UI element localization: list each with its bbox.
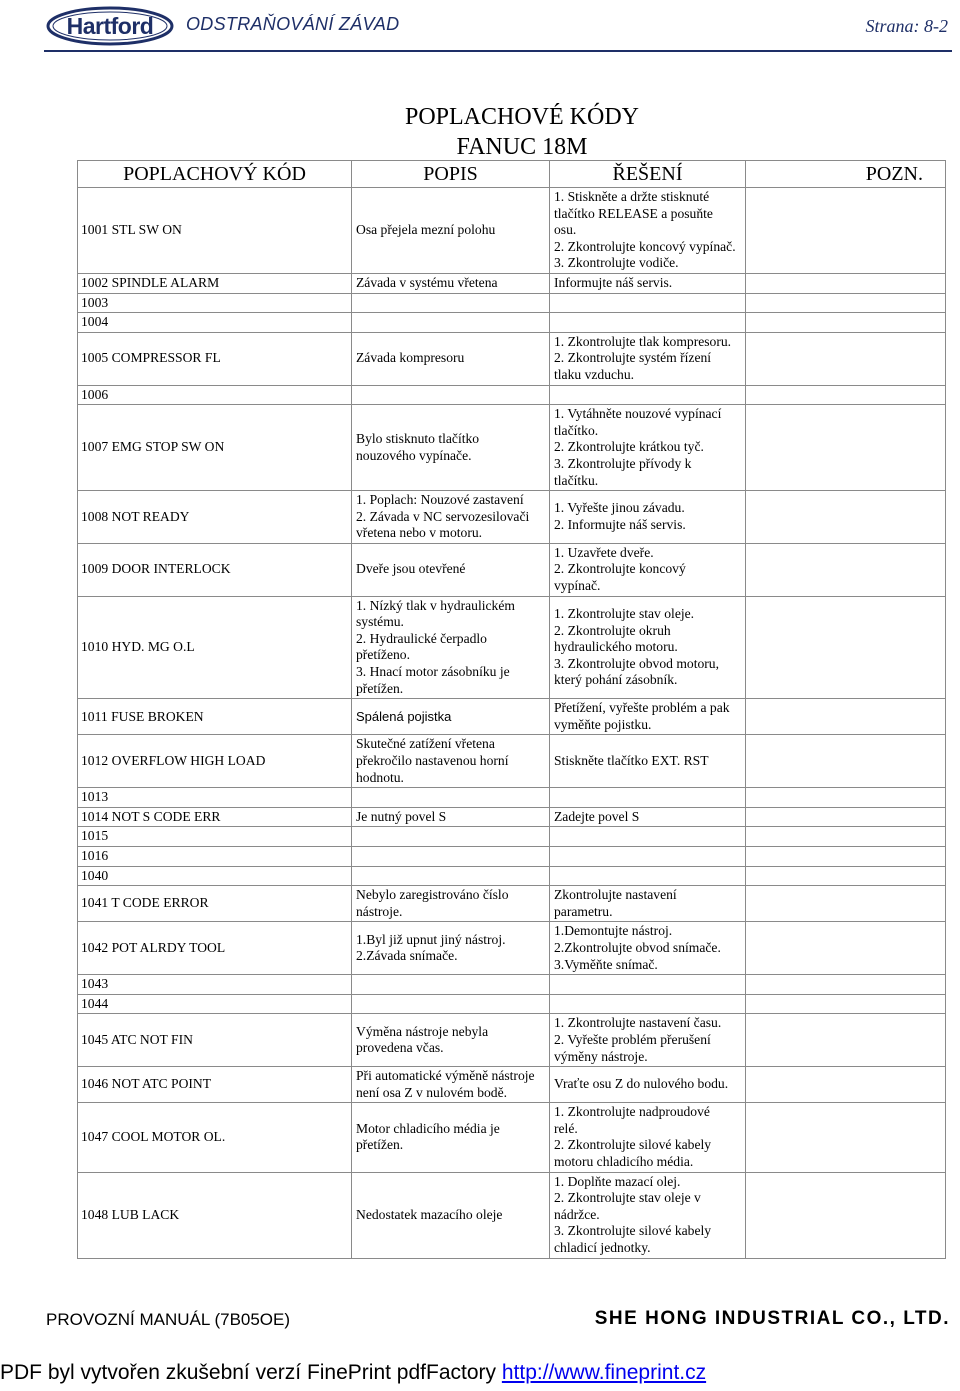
solution-cell: 1. Vyřešte jinou závadu. 2. Informujte náš servis. [550, 491, 746, 544]
note-cell [746, 1014, 946, 1067]
description-cell: Nebylo zaregistrováno číslo nástroje. [352, 886, 550, 922]
code-cell: 1007 EMG STOP SW ON [78, 405, 352, 491]
note-cell [746, 188, 946, 274]
solution-cell: 1.Demontujte nástroj. 2.Zkontrolujte obvod snímače. 3.Vyměňte snímač. [550, 922, 746, 975]
code-cell: 1010 HYD. MG O.L [78, 596, 352, 699]
description-cell [352, 293, 550, 313]
header-rule [44, 50, 952, 52]
page-subtitle: FANUC 18M [456, 134, 588, 160]
description-cell: Výměna nástroje nebyla provedena včas. [352, 1014, 550, 1067]
description-cell: 1. Poplach: Nouzové zastavení 2. Závada v NC servozesilovači vřetena nebo v motoru. [352, 491, 550, 544]
description-cell: Je nutný povel S [352, 807, 550, 827]
note-cell [746, 922, 946, 975]
table-row [78, 405, 946, 491]
table-row [78, 975, 946, 995]
solution-cell: Vraťte osu Z do nulového bodu. [550, 1067, 746, 1103]
table-row [78, 994, 946, 1014]
description-cell [352, 866, 550, 886]
note-cell [746, 807, 946, 827]
solution-cell: Stiskněte tlačítko EXT. RST [550, 735, 746, 788]
table-row [78, 385, 946, 405]
table-row [78, 788, 946, 808]
company-logo-text: SHE HONG INDUSTRIAL CO., LTD. [594, 1308, 950, 1329]
note-cell [746, 699, 946, 735]
note-cell [746, 1103, 946, 1172]
solution-cell [550, 994, 746, 1014]
alarm-code-table [77, 160, 946, 1259]
note-cell [746, 596, 946, 699]
note-cell [746, 866, 946, 886]
description-cell: Závada kompresoru [352, 332, 550, 385]
table-row [78, 827, 946, 847]
description-cell [352, 788, 550, 808]
solution-cell: 1. Vytáhněte nouzové vypínací tlačítko. 2. Zkontrolujte krátkou tyč. 3. Zkontrolujte přívody k tlačítku. [550, 405, 746, 491]
solution-cell [550, 846, 746, 866]
description-cell: Závada v systému vřetena [352, 273, 550, 293]
description-cell: Při automatické výměně nástroje není osa Z v nulovém bodě. [352, 1067, 550, 1103]
code-cell: 1006 [78, 385, 352, 405]
column-header-description: POPIS [352, 161, 550, 188]
solution-cell [550, 313, 746, 333]
pdf-creator-notice [0, 1361, 706, 1385]
code-cell: 1015 [78, 827, 352, 847]
description-cell: 1.Byl již upnut jiný nástroj. 2.Závada snímače. [352, 922, 550, 975]
column-header-code: POPLACHOVÝ KÓD [78, 161, 352, 188]
solution-cell: 1. Uzavřete dveře. 2. Zkontrolujte koncový vypínač. [550, 543, 746, 596]
table-header-row [78, 161, 946, 188]
code-cell: 1044 [78, 994, 352, 1014]
description-cell [352, 846, 550, 866]
code-cell: 1048 LUB LACK [78, 1172, 352, 1258]
table-row [78, 1103, 946, 1172]
table-row [78, 1014, 946, 1067]
code-cell: 1043 [78, 975, 352, 995]
description-cell [352, 313, 550, 333]
solution-cell [550, 827, 746, 847]
note-cell [746, 491, 946, 544]
code-cell: 1008 NOT READY [78, 491, 352, 544]
pdf-notice-text: PDF byl vytvořen zkušební verzí FinePrint pdfFactory [0, 1361, 502, 1384]
code-cell: 1011 FUSE BROKEN [78, 699, 352, 735]
table-row [78, 1172, 946, 1258]
code-cell: 1002 SPINDLE ALARM [78, 273, 352, 293]
description-cell [352, 827, 550, 847]
table-row [78, 886, 946, 922]
column-header-solution: ŘEŠENÍ [550, 161, 746, 188]
note-cell [746, 994, 946, 1014]
description-cell: 1. Nízký tlak v hydraulickém systému. 2. Hydraulické čerpadlo přetíženo. 3. Hnací motor zásobníku je přetížen. [352, 596, 550, 699]
description-cell [352, 385, 550, 405]
code-cell: 1005 COMPRESSOR FL [78, 332, 352, 385]
solution-cell [550, 866, 746, 886]
footer-manual-label: PROVOZNÍ MANUÁL (7B05OE) [46, 1310, 291, 1329]
table-row [78, 491, 946, 544]
table-row [78, 596, 946, 699]
hartford-logo [46, 6, 174, 46]
code-cell: 1042 POT ALRDY TOOL [78, 922, 352, 975]
page-header [0, 0, 960, 52]
code-cell: 1046 NOT ATC POINT [78, 1067, 352, 1103]
description-cell: Spálená pojistka [352, 699, 550, 735]
solution-cell [550, 385, 746, 405]
code-cell: 1041 T CODE ERROR [78, 886, 352, 922]
table-row [78, 922, 946, 975]
column-header-note: POZN. [746, 161, 946, 188]
note-cell [746, 543, 946, 596]
description-cell: Bylo stisknuto tlačítko nouzového vypínače. [352, 405, 550, 491]
table-row [78, 293, 946, 313]
note-cell [746, 975, 946, 995]
note-cell [746, 332, 946, 385]
solution-cell: Zadejte povel S [550, 807, 746, 827]
solution-cell: 1. Zkontrolujte nadproudové relé. 2. Zkontrolujte silové kabely motoru chladicího média. [550, 1103, 746, 1172]
table-row [78, 543, 946, 596]
description-cell: Osa přejela mezní polohu [352, 188, 550, 274]
solution-cell: Informujte náš servis. [550, 273, 746, 293]
description-cell: Motor chladicího média je přetížen. [352, 1103, 550, 1172]
note-cell [746, 846, 946, 866]
note-cell [746, 886, 946, 922]
logo-text: Hartford [66, 13, 154, 39]
note-cell [746, 405, 946, 491]
note-cell [746, 1172, 946, 1258]
description-cell: Dveře jsou otevřené [352, 543, 550, 596]
code-cell: 1013 [78, 788, 352, 808]
solution-cell: 1. Stiskněte a držte stisknuté tlačítko RELEASE a posuňte osu. 2. Zkontrolujte koncový vypínač. 3. Zkontrolujte vodiče. [550, 188, 746, 274]
description-cell [352, 975, 550, 995]
table-row [78, 188, 946, 274]
code-cell: 1014 NOT S CODE ERR [78, 807, 352, 827]
note-cell [746, 827, 946, 847]
note-cell [746, 273, 946, 293]
description-cell: Nedostatek mazacího oleje [352, 1172, 550, 1258]
table-row [78, 866, 946, 886]
code-cell: 1001 STL SW ON [78, 188, 352, 274]
note-cell [746, 313, 946, 333]
solution-cell [550, 788, 746, 808]
code-cell: 1009 DOOR INTERLOCK [78, 543, 352, 596]
table-row [78, 332, 946, 385]
table-row [78, 273, 946, 293]
code-cell: 1047 COOL MOTOR OL. [78, 1103, 352, 1172]
page-title: POPLACHOVÉ KÓDY [404, 104, 639, 130]
code-cell: 1045 ATC NOT FIN [78, 1014, 352, 1067]
solution-cell: 1. Doplňte mazací olej. 2. Zkontrolujte stav oleje v nádržce. 3. Zkontrolujte silové kabely chladicí jednotky. [550, 1172, 746, 1258]
table-row [78, 1067, 946, 1103]
code-cell: 1003 [78, 293, 352, 313]
page-number: Strana: 8-2 [865, 16, 948, 36]
code-cell: 1040 [78, 866, 352, 886]
table-row [78, 846, 946, 866]
solution-cell: 1. Zkontrolujte stav oleje. 2. Zkontrolujte okruh hydraulického motoru. 3. Zkontrolujte obvod motoru, který pohání zásobník. [550, 596, 746, 699]
solution-cell: Přetížení, vyřešte problém a pak vyměňte pojistku. [550, 699, 746, 735]
fineprint-link[interactable]: http://www.fineprint.cz [501, 1361, 707, 1384]
note-cell [746, 293, 946, 313]
note-cell [746, 1067, 946, 1103]
table-row [78, 807, 946, 827]
table-row [78, 313, 946, 333]
description-cell: Skutečné zatížení vřetena překročilo nastavenou horní hodnotu. [352, 735, 550, 788]
note-cell [746, 735, 946, 788]
code-cell: 1012 OVERFLOW HIGH LOAD [78, 735, 352, 788]
solution-cell [550, 975, 746, 995]
code-cell: 1004 [78, 313, 352, 333]
solution-cell: Zkontrolujte nastavení parametru. [550, 886, 746, 922]
note-cell [746, 788, 946, 808]
note-cell [746, 385, 946, 405]
description-cell [352, 994, 550, 1014]
section-title: ODSTRAŇOVÁNÍ ZÁVAD [186, 14, 400, 34]
solution-cell [550, 293, 746, 313]
table-row [78, 735, 946, 788]
table-row [78, 699, 946, 735]
solution-cell: 1. Zkontrolujte tlak kompresoru. 2. Zkontrolujte systém řízení tlaku vzduchu. [550, 332, 746, 385]
code-cell: 1016 [78, 846, 352, 866]
solution-cell: 1. Zkontrolujte nastavení času. 2. Vyřešte problém přerušení výměny nástroje. [550, 1014, 746, 1067]
